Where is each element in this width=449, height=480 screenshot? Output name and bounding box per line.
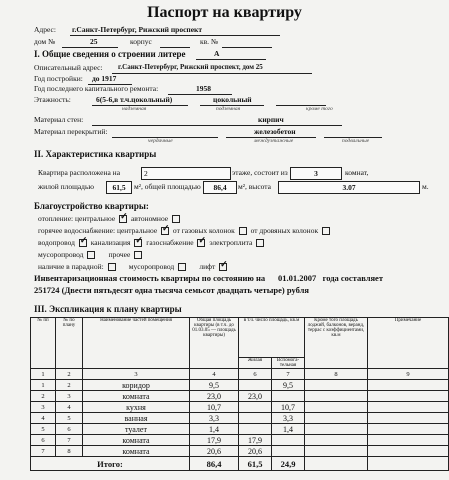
amenity-entrance-row <box>38 262 229 271</box>
year-built-value: до 1917 <box>92 74 117 83</box>
amenity-hotwater-row <box>38 226 332 235</box>
living-area-label: жилой площадью <box>38 182 95 191</box>
row-name: туалет <box>83 424 190 435</box>
row-n: 6 <box>31 435 56 446</box>
row-total: 9,5 <box>190 380 239 391</box>
row-name: кухня <box>83 402 190 413</box>
desc-address-label: Описательный адрес: <box>34 63 103 72</box>
row-living <box>239 424 272 435</box>
wood-heater-label: от дровяных колонок <box>250 226 319 235</box>
hotwater-central-checkbox[interactable] <box>161 227 169 235</box>
row-plan: 7 <box>56 435 83 446</box>
height-label: м², высота <box>238 182 272 191</box>
autonomous-heating-label: автономное <box>130 214 169 223</box>
table-row <box>31 424 449 435</box>
total-label: Итого: <box>31 457 190 471</box>
floor-value: 2 <box>141 167 231 180</box>
header-living: Жилая <box>239 358 272 369</box>
height-value: 3.07 <box>278 181 420 194</box>
central-heating-checkbox[interactable] <box>119 215 127 223</box>
total-living: 61,5 <box>239 457 272 471</box>
section2-title: II. Характеристика квартиры <box>34 149 157 159</box>
total-area: 86,4 <box>190 457 239 471</box>
sub-between: междуэтажные <box>254 138 294 144</box>
row-n: 5 <box>31 424 56 435</box>
entrance-trash-checkbox[interactable] <box>178 263 186 271</box>
sewer-label: канализация <box>90 238 131 247</box>
autonomous-heating-checkbox[interactable] <box>172 215 180 223</box>
row-name: ванная <box>83 413 190 424</box>
rooms-label: комнат, <box>345 168 369 177</box>
gas-supply-checkbox[interactable] <box>197 239 205 247</box>
row-plan: 3 <box>56 391 83 402</box>
row-plan: 2 <box>56 380 83 391</box>
floor-material-label: Материал перекрытий: <box>34 127 108 136</box>
year-built-label: Год постройки: <box>34 74 83 83</box>
row-plan: 4 <box>56 402 83 413</box>
basement-value: цокольный <box>213 95 252 104</box>
row-total: 3,3 <box>190 413 239 424</box>
row-plan: 6 <box>56 424 83 435</box>
header-aux: Вспомога-тельная <box>272 358 305 369</box>
house-number: 25 <box>90 37 98 46</box>
amenity-other-row <box>38 250 144 259</box>
colnum-2: 2 <box>56 369 83 380</box>
table-row <box>31 435 449 446</box>
row-n: 2 <box>31 391 56 402</box>
gas-heater-label: от газовых колонок <box>172 226 235 235</box>
header-note: Примечание <box>368 318 449 369</box>
floor-text: Квартира расположена на <box>38 168 121 177</box>
electric-stove-checkbox[interactable] <box>256 239 264 247</box>
colnum-1: 1 <box>31 369 56 380</box>
water-label: водопровод <box>38 238 75 247</box>
trash-chute-label: мусоропровод <box>38 250 84 259</box>
height-unit: м. <box>422 182 429 191</box>
house-label: дом № <box>34 37 56 46</box>
table-row <box>31 380 449 391</box>
row-living <box>239 402 272 413</box>
inventory-line2: 251724 (Двести пятьдесят одна тысяча семьсот двадцать четыре) рубля <box>34 285 309 295</box>
building-label: корпус <box>130 37 152 46</box>
entrance-trash-label: мусоропровод <box>128 262 175 271</box>
basement-sub: подземная <box>216 106 241 112</box>
floors-sub: надземная <box>122 106 147 112</box>
row-total: 23,0 <box>190 391 239 402</box>
total-aux: 24,9 <box>272 457 305 471</box>
walls-label: Материал стен: <box>34 115 84 124</box>
colnum-6: 6 <box>239 369 272 380</box>
total-area-value: 86,4 <box>203 181 237 194</box>
address-label: Адрес: <box>34 25 56 34</box>
row-living: 23,0 <box>239 391 272 402</box>
colnum-9: 9 <box>368 369 449 380</box>
floor-material-value: железобетон <box>254 127 296 136</box>
total-row <box>31 457 449 471</box>
other-label: прочее <box>108 250 131 259</box>
colnum-4: 4 <box>190 369 239 380</box>
central-heating-label: центральное <box>74 214 116 223</box>
row-total: 10,7 <box>190 402 239 413</box>
row-total: 1,4 <box>190 424 239 435</box>
floor-mid-text: этаже, состоит из <box>232 168 288 177</box>
table-row <box>31 391 449 402</box>
other-sub: кроме того <box>306 106 333 112</box>
document-title: Паспорт на квартиру <box>147 4 302 21</box>
inventory-date: 01.01.2007 <box>277 273 317 283</box>
desc-address-value: г.Санкт-Петербург, Рижский проспект, дом 25 <box>118 63 263 71</box>
row-plan: 5 <box>56 413 83 424</box>
row-living <box>239 413 272 424</box>
colnum-8: 8 <box>305 369 368 380</box>
section1-litera: А <box>214 49 220 58</box>
section1-title: I. Общие сведения о строении литере <box>34 49 186 59</box>
entrance-checkbox[interactable] <box>108 263 116 271</box>
table-row <box>31 446 449 457</box>
header-balcony: Кроме того площадь лоджий, балконов, веранд, террас с коэффициентами, кв.м <box>305 318 368 369</box>
row-living: 17,9 <box>239 435 272 446</box>
amenities-title: Благоустройство квартиры: <box>34 201 149 211</box>
row-aux <box>272 446 305 457</box>
row-aux <box>272 391 305 402</box>
year-repair-value: 1958 <box>196 84 211 93</box>
row-total: 20,6 <box>190 446 239 457</box>
amenity-heating-row <box>38 214 182 223</box>
inventory-text-a: Инвентаризационная стоимость квартиры по состоянию на <box>34 273 266 283</box>
column-number-row <box>31 369 449 380</box>
header-area-split: в т.ч. число площадь, кв.м <box>239 318 305 358</box>
row-name: комната <box>83 446 190 457</box>
living-area-value: 61,5 <box>106 181 132 194</box>
row-aux: 1,4 <box>272 424 305 435</box>
other-checkbox[interactable] <box>134 251 142 259</box>
sewer-checkbox[interactable] <box>134 239 142 247</box>
apt-label: кв. № <box>200 37 219 46</box>
address-value: г.Санкт-Петербург, Рижский проспект <box>72 25 203 34</box>
header-name: Наименование частей помещения <box>83 318 190 369</box>
table-row <box>31 402 449 413</box>
heating-label: отопление: <box>38 214 74 223</box>
floors-label: Этажность: <box>34 95 71 104</box>
colnum-3: 3 <box>83 369 190 380</box>
row-n: 4 <box>31 413 56 424</box>
row-name: коридор <box>83 380 190 391</box>
row-aux: 9,5 <box>272 380 305 391</box>
total-area-label: м², общей площадью <box>134 182 201 191</box>
sub-attic: чердачные <box>148 138 173 144</box>
row-living: 20,6 <box>239 446 272 457</box>
gas-heater-checkbox[interactable] <box>239 227 247 235</box>
row-n: 1 <box>31 380 56 391</box>
header-total-area: Общая площадь квартиры (в т.ч. до 01.03.05 — площадь квартиры) <box>190 318 239 369</box>
inventory-line1 <box>34 273 383 283</box>
electric-stove-label: электроплита <box>209 238 253 247</box>
row-n: 7 <box>31 446 56 457</box>
gas-supply-label: газоснабжение <box>146 238 194 247</box>
header-pp: № пп <box>31 318 56 369</box>
amenity-utilities-row <box>38 238 266 247</box>
section3-title: III. Экспликация к плану квартиры <box>34 304 182 314</box>
row-total: 17,9 <box>190 435 239 446</box>
lift-checkbox[interactable] <box>219 263 227 271</box>
row-aux: 3,3 <box>272 413 305 424</box>
row-living <box>239 380 272 391</box>
row-plan: 8 <box>56 446 83 457</box>
explication-table <box>30 317 449 471</box>
trash-chute-checkbox[interactable] <box>87 251 95 259</box>
floors-value: 6(5-6,в т.ч.цокольный) <box>96 95 173 104</box>
walls-value: кирпич <box>258 115 284 124</box>
row-name: комната <box>83 435 190 446</box>
year-repair-label: Год последнего капитального ремонта: <box>34 84 159 93</box>
hotwater-label: горячее водоснабжение: <box>38 226 116 235</box>
row-aux <box>272 435 305 446</box>
sub-basement: подвальные <box>342 138 370 144</box>
hotwater-central-label: центральное <box>116 226 158 235</box>
colnum-7: 7 <box>272 369 305 380</box>
row-aux: 10,7 <box>272 402 305 413</box>
row-n: 3 <box>31 402 56 413</box>
lift-label: лифт <box>199 262 216 271</box>
rooms-value: 3 <box>290 167 342 180</box>
entrance-label: наличие в парадной: <box>38 262 104 271</box>
table-row <box>31 413 449 424</box>
wood-heater-checkbox[interactable] <box>322 227 330 235</box>
header-plan: № по плану <box>56 318 83 369</box>
inventory-text-b: года составляет <box>322 273 384 283</box>
row-name: комната <box>83 391 190 402</box>
water-checkbox[interactable] <box>79 239 87 247</box>
